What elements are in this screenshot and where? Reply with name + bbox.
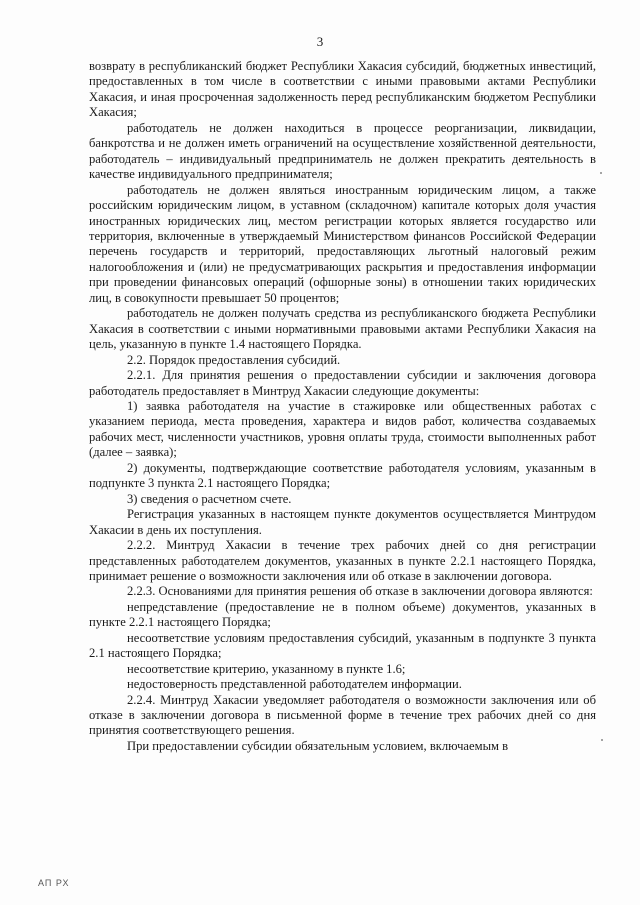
list-item-2-documents: 2) документы, подтверждающие соответствие работодателя условиям, указанным в подпункте 3 пункта 2.1 настоящего Порядка;: [89, 460, 596, 491]
paragraph-2-2-3: 2.2.3. Основаниями для принятия решения об отказе в заключении договора являются:: [127, 584, 593, 599]
section-heading-2-2: 2.2. Порядок предоставления субсидий.: [127, 352, 341, 367]
refusal-reason-unreliable-info: недостоверность представленной работодателем информации.: [127, 677, 462, 692]
refusal-reason-criterion: несоответствие критерию, указанному в пункте 1.6;: [127, 661, 406, 676]
paragraph-no-reorganization: работодатель не должен находиться в процессе реорганизации, ликвидации, банкротства и не должен иметь ограничений на осуществление хозяйственной деятельности, работодатель – индивидуальный предприниматель не должен прекратить деятельность в качестве индивидуального предпринимателя;: [89, 120, 596, 182]
paragraph-debt-continuation: возврату в республиканский бюджет Республики Хакасия субсидий, бюджетных инвестиций, предоставленных в том числе в соответствии с иными правовыми актами Республики Хакасия, и иная просроченная задолженность перед республиканским бюджетом Республики Хакасия;: [89, 59, 596, 120]
scan-speck: [600, 172, 602, 174]
list-item-1-application: 1) заявка работодателя на участие в стажировке или общественных работах с указанием периода, места проведения, характера и видов работ, количества создаваемых рабочих мест, численности участников, уровня оплаты труда, стоимости выполненных работ (далее – заявка);: [89, 398, 596, 460]
paragraph-registration: Регистрация указанных в настоящем пункте документов осуществляется Минтрудом Хакасии в день их поступления.: [89, 507, 596, 537]
page-number: 3: [316, 34, 324, 49]
list-item-3-bank-account: 3) сведения о расчетном счете.: [127, 491, 292, 506]
footer-stamp-mark: АП РХ: [38, 878, 70, 888]
refusal-reason-incomplete-documents: непредставление (предоставление не в полном объеме) документов, указанных в пункте 2.2.1 настоящего Порядка;: [89, 599, 596, 630]
paragraph-no-foreign-entity: работодатель не должен являться иностранным юридическим лицом, а также российским юридическим лицом, в уставном (складочном) капитале которых доля участия иностранных юридических лиц, местом регистрации которых является государство или территория, включенные в утверждаемый Министерством финансов Российской Федерации перечень государств и территорий, предоставляющих льготный налоговый режим налогообложения и (или) не предусматривающих раскрытия и предоставления информации при проведении финансовых операций (офшорные зоны) в отношении таких юридических лиц, в совокупности превышает 50 процентов;: [89, 182, 596, 305]
paragraph-2-2-2: 2.2.2. Минтруд Хакасии в течение трех рабочих дней со дня регистрации представленных работодателем документов, указанных в пункте 2.2.1 настоящего Порядка, принимает решение о возможности заключения или об отказе в заключении договора.: [89, 538, 596, 583]
document-body: [89, 59, 596, 754]
paragraph-2-2-4: 2.2.4. Минтруд Хакасии уведомляет работодателя о возможности заключения или об отказе в заключении договора в письменной форме в течение трех рабочих дней со дня принятия соответствующего решения.: [89, 692, 596, 738]
paragraph-no-other-funds: работодатель не должен получать средства из республиканского бюджета Республики Хакасия в соответствии с иными нормативными правовыми актами Республики Хакасия на цель, указанную в пункте 1.4 настоящего Порядка.: [89, 306, 596, 352]
paragraph-subsidy-condition: При предоставлении субсидии обязательным условием, включаемым в: [127, 738, 509, 753]
refusal-reason-conditions: несоответствие условиям предоставления субсидий, указанным в подпункте 3 пункта 2.1 настоящего Порядка;: [89, 630, 596, 661]
scan-speck: [601, 739, 603, 741]
paragraph-2-2-1: 2.2.1. Для принятия решения о предоставлении субсидии и заключения договора работодатель предоставляет в Минтруд Хакасии следующие документы:: [89, 368, 596, 398]
